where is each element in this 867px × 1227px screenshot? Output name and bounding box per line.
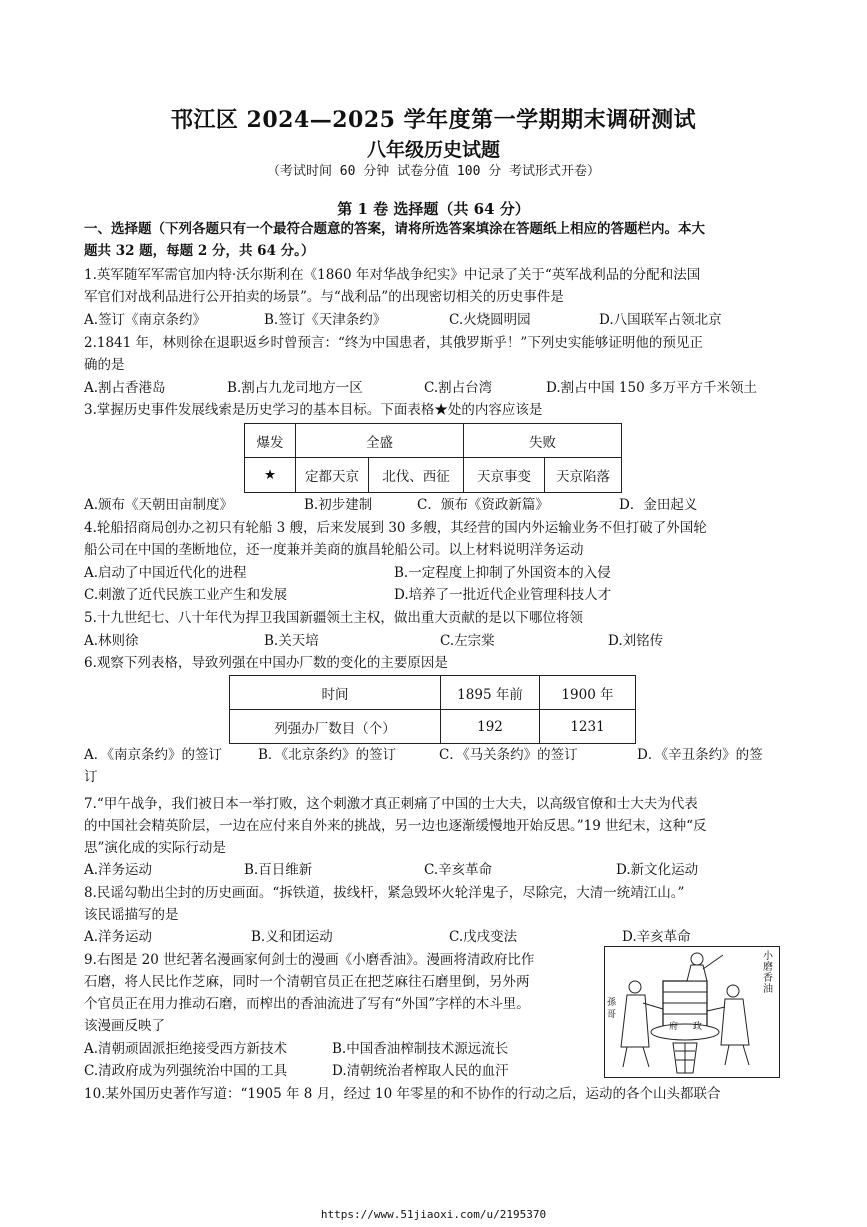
option-d[interactable]: D.八国联军占领北京: [599, 312, 722, 328]
question-9-stem: 9.右图是 20 世纪著名漫画家何剑士的漫画《小磨香油》。漫画将清政府比作: [84, 952, 535, 968]
table-header-1900: 1900 年: [540, 676, 636, 710]
cartoon-drawing: [605, 947, 779, 1077]
option-a[interactable]: A.洋务运动: [84, 862, 153, 878]
option-a[interactable]: A.洋务运动: [84, 929, 153, 945]
option-b[interactable]: B.义和团运动: [251, 929, 333, 945]
option-d[interactable]: D．《辛丑条约》的签: [637, 747, 763, 763]
table-header-time: 时间: [230, 676, 441, 710]
section-instruction: 一、选择题（下列各题只有一个最符合题意的答案，请将所选答案填涂在答题纸上相应的答题栏内。本大: [84, 221, 705, 237]
table-cell: 定都天京: [296, 458, 369, 493]
question-8-stem: 8.民谣勾勒出尘封的历史画面。“拆铁道，拔线杆，紧急毁坏火轮洋鬼子，尽除完，大清一统靖江山。”: [84, 885, 685, 901]
option-a[interactable]: A.颁布《天朝田亩制度》: [84, 497, 234, 513]
option-a[interactable]: A.清朝顽固派拒绝接受西方新技术: [84, 1041, 288, 1057]
cartoon-title: 小磨香油: [763, 951, 773, 995]
option-d[interactable]: D.清朝统治者榨取人民的血汗: [332, 1063, 509, 1079]
question-6-stem: 6.观察下列表格，导致列强在中国办厂数的变化的主要原因是: [84, 655, 448, 671]
cartoon-label-mid: 府: [669, 1022, 679, 1032]
option-c[interactable]: C．颁布《资政新篇》: [417, 497, 549, 513]
table-header-before-1895: 1895 年前: [441, 676, 540, 710]
option-b[interactable]: B．《北京条约》的签订: [258, 747, 397, 763]
option-d[interactable]: D.培养了一批近代企业管理科技人才: [394, 587, 612, 603]
option-a[interactable]: A.启动了中国近代化的进程: [84, 565, 247, 581]
table-header-peak: 全盛: [296, 424, 464, 458]
table-cell: 1231: [540, 710, 636, 744]
table-cell: 192: [441, 710, 540, 744]
table-header-failure: 失败: [464, 424, 622, 458]
question-7-stem-cont2: 思”演化成的实际行动是: [84, 840, 226, 856]
question-8-stem-cont: 该民谣描写的是: [84, 907, 179, 923]
question-4-stem: 4.轮船招商局创办之初只有轮船 3 艘，后来发展到 30 多艘，其经营的国内外运输业务不但打破了外国轮: [84, 520, 707, 536]
question-5-stem: 5.十九世纪七、八十年代为捍卫我国新疆领土主权，做出重大贡献的是以下哪位将领: [84, 610, 583, 626]
exam-subtitle: 八年级历史试题: [366, 139, 500, 161]
question-1-stem: 1.英军随军军需官加内特·沃尔斯利在《1860 年对华战争纪实》中记录了关于“英军战利品的分配和法国: [84, 267, 701, 283]
question-7-stem-cont: 的中国社会精英阶层，一边在应付来自外来的挑战，另一边也逐渐缓慢地开始反思。”19 世纪末，这种“反: [84, 818, 707, 834]
section-instruction-cont: 题共 32 题，每题 2 分，共 64 分。）: [84, 243, 315, 259]
option-b[interactable]: B.初步建制: [304, 497, 373, 513]
table-cell: 天京事变: [464, 458, 545, 493]
option-a[interactable]: A．《南京条约》的签订: [84, 747, 222, 763]
option-b[interactable]: B.签订《天津条约》: [264, 312, 387, 328]
table-cell: 北伐、西征: [369, 458, 464, 493]
option-c[interactable]: C．《马关条约》的签订: [439, 747, 578, 763]
option-a[interactable]: A.签订《南京条约》: [84, 312, 207, 328]
table-header-outbreak: 爆发: [245, 424, 296, 458]
question-2-stem-cont: 确的是: [84, 357, 125, 373]
option-a[interactable]: A.林则徐: [84, 633, 139, 649]
table-cell: 天京陷落: [545, 458, 622, 493]
option-d[interactable]: D.新文化运动: [616, 862, 699, 878]
cartoon-label-mid2: 政: [693, 1022, 703, 1032]
option-c[interactable]: C.刺激了近代民族工业产生和发展: [84, 587, 288, 603]
section-title: 第 1 卷 选择题（共 64 分）: [337, 200, 530, 218]
cartoon-label-left2: 哥: [607, 1010, 617, 1020]
option-c[interactable]: C.辛亥革命: [424, 862, 493, 878]
option-c[interactable]: C.戊戌变法: [449, 929, 518, 945]
question-9-stem-cont: 石磨，将人民比作芝麻，同时一个清朝官员正在把芝麻往石磨里倒，另外两: [84, 974, 530, 990]
option-c[interactable]: C.清政府成为列强统治中国的工具: [84, 1063, 288, 1079]
option-c[interactable]: C.火烧圆明园: [449, 312, 531, 328]
exam-info: （考试时间 60 分钟 试卷分值 100 分 考试形式开卷）: [266, 164, 601, 179]
option-a[interactable]: A.割占香港岛: [84, 380, 166, 396]
question-6-table: [229, 675, 636, 744]
question-4-stem-cont: 船公司在中国的垄断地位，还一度兼并美商的旗昌轮船公司。以上材料说明洋务运动: [84, 542, 584, 558]
question-6-option-d-cont: 订: [84, 769, 98, 785]
footer-url[interactable]: https://www.51jiaoxi.com/u/2195370: [320, 1208, 547, 1221]
question-2-stem: 2.1841 年，林则徐在退职返乡时曾预言：“终为中国患者，其俄罗斯乎！”下列史实能够证明他的预见正: [84, 335, 703, 351]
option-d[interactable]: D.割占中国 150 多万平方千米领土: [546, 380, 757, 396]
option-b[interactable]: B.割占九龙司地方一区: [227, 380, 363, 396]
option-b[interactable]: B.百日维新: [244, 862, 313, 878]
cartoon-label-left: 孫: [607, 998, 617, 1008]
question-9-stem-cont3: 该漫画反映了: [84, 1018, 165, 1034]
question-10-stem: 10.某外国历史著作写道：“1905 年 8 月，经过 10 年零星的和不协作的行动之后，运动的各个山头都联合: [84, 1086, 721, 1102]
option-d[interactable]: D．金田起义: [619, 497, 698, 513]
exam-title: 邗江区 2024—2025 学年度第一学期期末调研测试: [170, 107, 697, 133]
table-cell-star: ★: [245, 458, 296, 493]
table-row-label: 列强办厂数目（个）: [230, 710, 441, 744]
option-d[interactable]: D.辛亥革命: [622, 929, 691, 945]
option-c[interactable]: C.左宗棠: [440, 633, 495, 649]
question-9-stem-cont2: 个官员正在用力推动石磨，而榨出的香油流进了写有“外国”字样的木斗里。: [84, 996, 530, 1012]
cartoon-xiaomo-xiangyou: [604, 946, 780, 1078]
option-c[interactable]: C.割占台湾: [424, 380, 493, 396]
question-3-stem: 3.掌握历史事件发展线索是历史学习的基本目标。下面表格★处的内容应该是: [84, 402, 543, 418]
question-7-stem: 7.“甲午战争，我们被日本一举打败，这个刺激才真正刺痛了中国的士大夫，以高级官僚和士大夫为代表: [84, 796, 698, 812]
question-3-table: [244, 423, 622, 493]
option-b[interactable]: B.中国香油榨制技术源远流长: [332, 1041, 509, 1057]
option-b[interactable]: B.一定程度上抑制了外国资本的入侵: [394, 565, 611, 581]
option-b[interactable]: B.关天培: [264, 633, 319, 649]
question-1-stem-cont: 军官们对战利品进行公开拍卖的场景”。与“战利品”的出现密切相关的历史事件是: [84, 289, 564, 305]
option-d[interactable]: D.刘铭传: [608, 633, 664, 649]
